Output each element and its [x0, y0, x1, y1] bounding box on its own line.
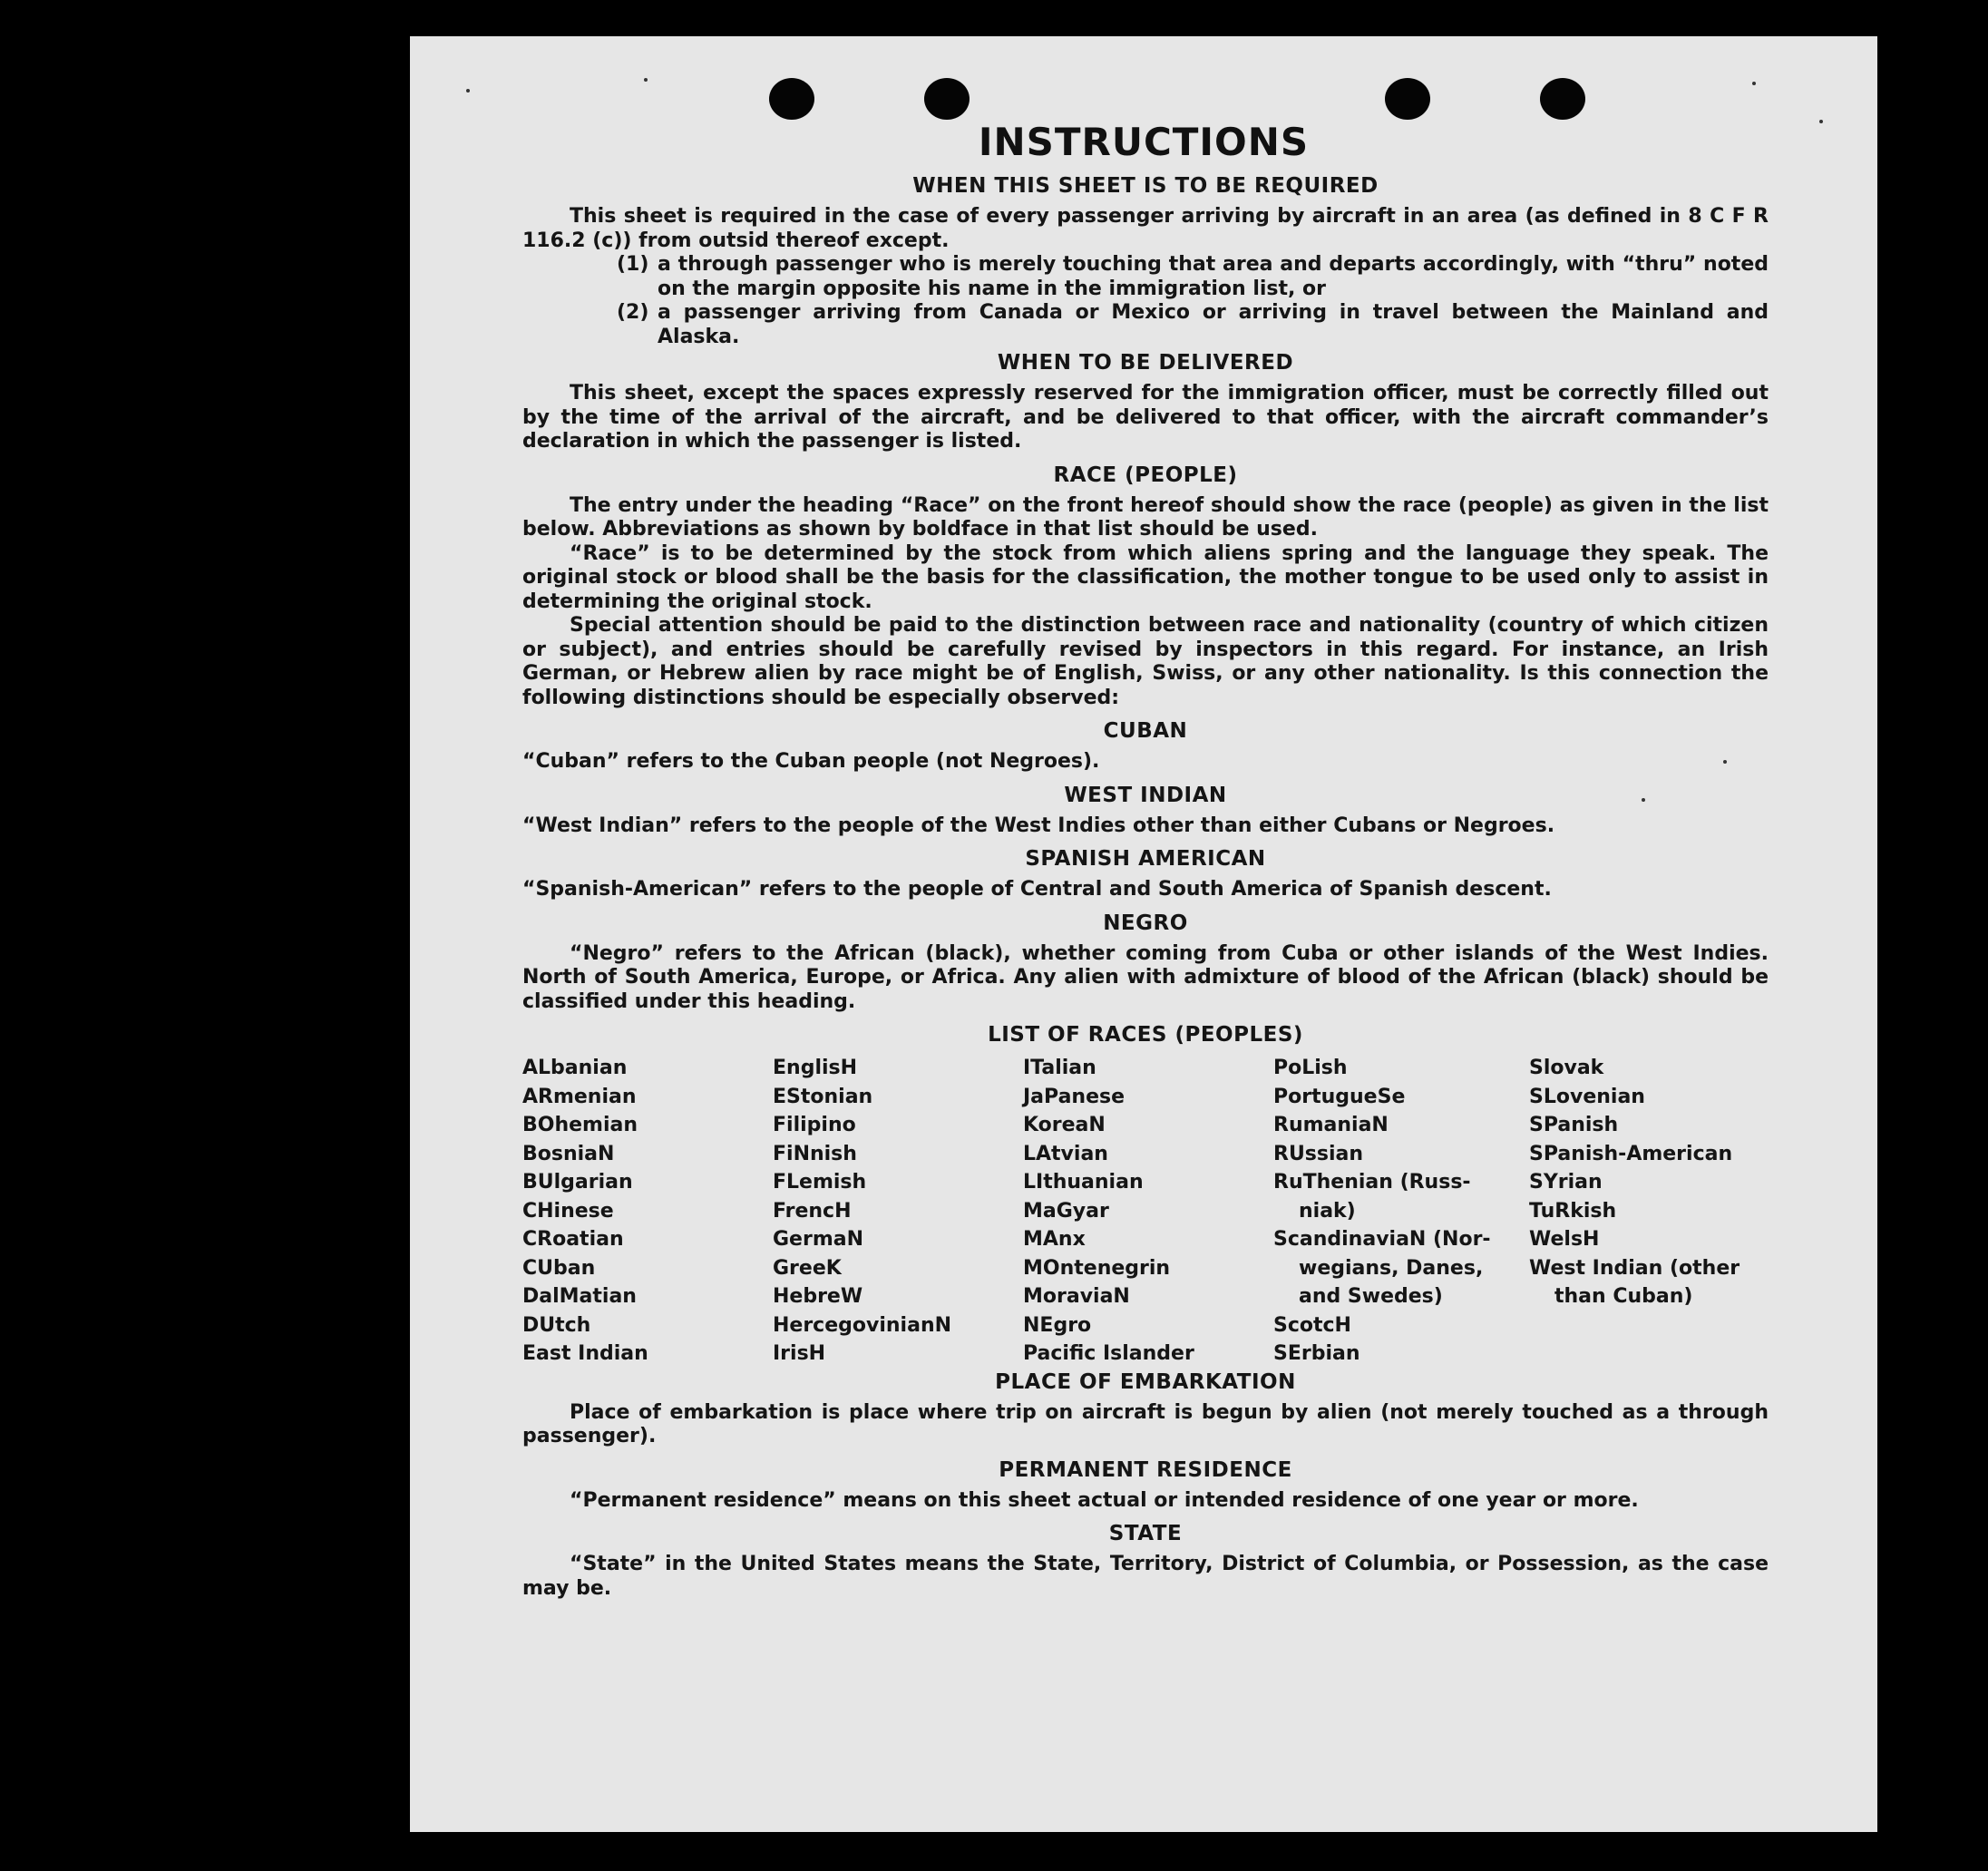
section-heading: CUBAN — [1103, 719, 1188, 743]
race-entry: EStonian — [773, 1085, 873, 1108]
races-column — [522, 1054, 773, 1369]
section-paragraph: Place of embarkation is place where trip on aircraft is begun by alien (not merely touched as a through passenger). — [522, 1400, 1769, 1447]
section-paragraph: This sheet is required in the case of every passenger arriving by aircraft in an area (as defined in 8 C F R 116.2 (c)) from outsid thereof except. — [522, 205, 1769, 252]
races-column — [1529, 1054, 1767, 1369]
race-entry: CRoatian — [522, 1228, 624, 1251]
section-paragraph: “Spanish-American” refers to the people of Central and South America of Spanish descent. — [522, 878, 1552, 901]
race-entry: LAtvian — [1023, 1142, 1108, 1165]
race-entry: IrisH — [773, 1342, 826, 1365]
section-race — [522, 462, 1769, 711]
punch-hole — [1540, 78, 1585, 120]
document-page — [410, 36, 1877, 1832]
race-entry: ALbanian — [522, 1057, 628, 1079]
punch-hole — [924, 78, 970, 120]
race-entry: RUssian — [1273, 1142, 1364, 1165]
list-item-text: a through passenger who is merely touching that area and departs accordingly, with “thru” noted on the margin opposite his name in the immigration list, or — [658, 253, 1769, 300]
section-heading: PLACE OF EMBARKATION — [995, 1369, 1296, 1394]
race-entry: and Swedes) — [1299, 1285, 1443, 1308]
race-entry: ScandinaviaN (Nor- — [1273, 1228, 1491, 1251]
section-paragraph: “State” in the United States means the State, Territory, District of Columbia, or Possession, as the case may be. — [522, 1553, 1769, 1600]
race-entry: HebreW — [773, 1285, 863, 1308]
section-place-of-embarkation — [522, 1369, 1769, 1449]
race-entry: East Indian — [522, 1342, 648, 1365]
race-entry: DUtch — [522, 1313, 591, 1337]
race-entry: RumaniaN — [1273, 1114, 1389, 1136]
paper-speck — [644, 78, 648, 82]
section-heading: SPANISH AMERICAN — [1025, 847, 1266, 871]
section-cuban — [522, 717, 1769, 775]
race-entry: PoLish — [1273, 1057, 1348, 1079]
race-entry: DalMatian — [522, 1285, 637, 1308]
race-entry: MAnx — [1023, 1228, 1086, 1251]
section-paragraph: “Negro” refers to the African (black), whether coming from Cuba or other islands of the West Indies. North of South America, Europe, or Africa. Any alien with admixture of blood of the African (black) should be classified under this heading. — [522, 941, 1769, 1013]
section-heading: WHEN TO BE DELIVERED — [997, 351, 1294, 375]
races-column — [1273, 1054, 1529, 1369]
race-entry: SLovenian — [1529, 1085, 1645, 1108]
races-column — [773, 1054, 1023, 1369]
race-entry: HercegovinianN — [773, 1313, 952, 1337]
race-entry: West Indian (other — [1529, 1256, 1740, 1280]
race-entry: niak) — [1299, 1199, 1356, 1223]
race-entry: BUlgarian — [522, 1171, 633, 1194]
race-entry: wegians, Danes, — [1299, 1256, 1484, 1280]
race-entry: FLemish — [773, 1171, 867, 1194]
race-entry: MoraviaN — [1023, 1285, 1130, 1308]
race-entry: ScotcH — [1273, 1313, 1351, 1337]
race-entry: GermaN — [773, 1228, 864, 1251]
race-entry: CUban — [522, 1256, 596, 1280]
paper-speck — [466, 89, 470, 93]
section-paragraph: “Race” is to be determined by the stock from which aliens spring and the language they speak. The original stock or blood shall be the basis for the classification, the mother tongue to be used only to assist in determining the original stock. — [522, 541, 1769, 613]
race-entry: FrencH — [773, 1199, 852, 1223]
race-entry: JaPanese — [1023, 1085, 1126, 1108]
section-heading: LIST OF RACES (PEOPLES) — [988, 1023, 1303, 1047]
section-paragraph: Special attention should be paid to the distinction between race and nationality (country of which citizen or subject), and entries should be carefully revised by inspectors in this regard. For instance, an Irish German, or Hebrew alien by race might be of English, Swiss, or any other nationality. Is this connection the following distinctions should be especially observed: — [522, 614, 1769, 709]
list-item-number: (1) — [617, 253, 649, 276]
race-entry: CHinese — [522, 1199, 614, 1223]
race-entry: SErbian — [1273, 1342, 1360, 1365]
section-paragraph: “Cuban” refers to the Cuban people (not Negroes). — [522, 750, 1100, 773]
section-state — [522, 1520, 1769, 1601]
race-entry: BosniaN — [522, 1142, 615, 1165]
punch-hole — [1385, 78, 1430, 120]
race-entry: GreeK — [773, 1256, 842, 1280]
section-west-indian — [522, 782, 1769, 839]
section-heading: WEST INDIAN — [1064, 783, 1227, 807]
section-paragraph: This sheet, except the spaces expressly reserved for the immigration officer, must be correctly filled out by the time of the arrival of the aircraft, and be delivered to that officer, with the aircraft commander’s declaration in which the passenger is listed. — [522, 382, 1769, 453]
paper-speck — [1752, 82, 1756, 85]
race-entry: SYrian — [1529, 1171, 1603, 1194]
race-entry: BOhemian — [522, 1114, 638, 1136]
races-table — [522, 1054, 1769, 1369]
exception-list — [522, 253, 1769, 349]
race-entry: NEgro — [1023, 1313, 1092, 1337]
race-entry: EnglisH — [773, 1057, 858, 1079]
race-entry: ARmenian — [522, 1085, 637, 1108]
race-entry: PortugueSe — [1273, 1085, 1406, 1108]
race-entry: WelsH — [1529, 1228, 1600, 1251]
race-entry: ITalian — [1023, 1057, 1096, 1079]
list-item — [522, 301, 1769, 349]
race-entry: Pacific Islander — [1023, 1342, 1194, 1365]
race-entry: Filipino — [773, 1114, 856, 1136]
race-entry: SPanish-American — [1529, 1142, 1733, 1165]
page-title: INSTRUCTIONS — [978, 120, 1310, 164]
section-negro — [522, 910, 1769, 1015]
section-spanish-american — [522, 845, 1769, 902]
race-entry: RuThenian (Russ- — [1273, 1171, 1471, 1194]
section-permanent-residence — [522, 1457, 1769, 1514]
section-heading: RACE (PEOPLE) — [1053, 463, 1238, 487]
list-item-text: a passenger arriving from Canada or Mexico or arriving in travel between the Mainland and Alaska. — [658, 301, 1769, 348]
section-when-delivered — [522, 349, 1769, 454]
instructions-body — [522, 172, 1769, 1601]
section-when-required — [522, 172, 1769, 349]
race-entry: KoreaN — [1023, 1114, 1106, 1136]
list-item-number: (2) — [617, 301, 649, 324]
section-heading: STATE — [1108, 1522, 1183, 1545]
race-entry: than Cuban) — [1554, 1285, 1693, 1308]
race-entry: TuRkish — [1529, 1199, 1617, 1223]
race-entry: LIthuanian — [1023, 1171, 1144, 1194]
race-entry: SPanish — [1529, 1114, 1619, 1136]
section-paragraph: “West Indian” refers to the people of the West Indies other than either Cubans or Negroes. — [522, 814, 1555, 837]
race-entry: MaGyar — [1023, 1199, 1109, 1223]
races-column — [1023, 1054, 1273, 1369]
race-entry: Slovak — [1529, 1057, 1604, 1079]
section-heading: PERMANENT RESIDENCE — [999, 1457, 1292, 1482]
section-heading: WHEN THIS SHEET IS TO BE REQUIRED — [912, 174, 1379, 198]
list-item — [522, 253, 1769, 301]
section-paragraph: “Permanent residence” means on this sheet actual or intended residence of one year or more. — [570, 1488, 1639, 1512]
section-heading: NEGRO — [1103, 911, 1188, 935]
race-entry: FiNnish — [773, 1142, 857, 1165]
race-entry: MOntenegrin — [1023, 1256, 1171, 1280]
section-list-of-races — [522, 1021, 1769, 1369]
punch-hole — [769, 78, 814, 120]
section-paragraph: The entry under the heading “Race” on the front hereof should show the race (people) as given in the list below. Abbreviations as shown by boldface in that list should be used. — [522, 493, 1769, 541]
